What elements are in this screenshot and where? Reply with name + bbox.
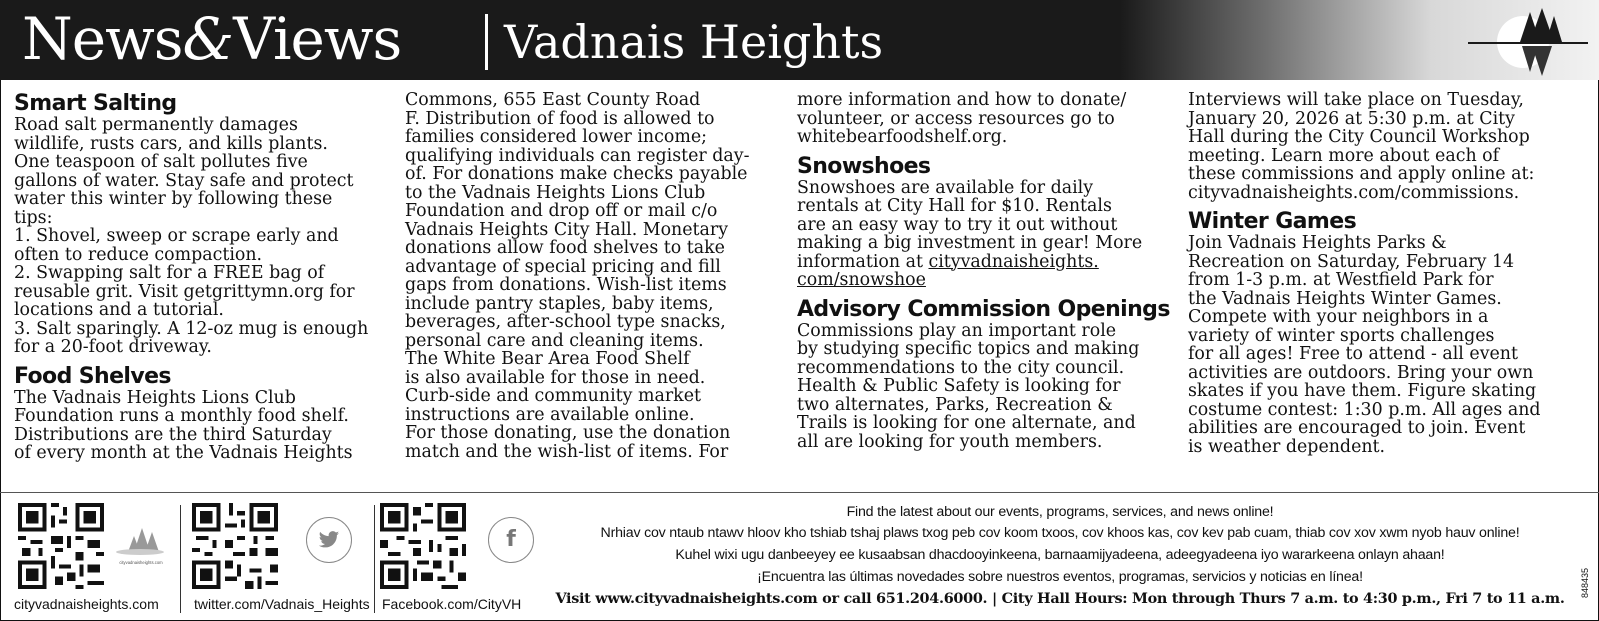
- food-continued-line: Curb-side and community market: [405, 386, 701, 406]
- advisory-line: Health & Public Safety is looking for: [797, 376, 1121, 396]
- footer-divider-2: [374, 505, 375, 613]
- logo-small-text: cityvadnaisheights.com: [119, 560, 163, 565]
- city-logo-icon: [1468, 4, 1588, 78]
- snowshoes-line: making a big investment in gear! More: [797, 233, 1143, 253]
- column-2: [405, 91, 781, 461]
- snowshoes-line: rentals at City Hall for $10. Rentals: [797, 196, 1112, 216]
- advisory-line: Commissions play an important role: [797, 320, 1117, 341]
- city-logo-small-icon: [112, 522, 170, 572]
- winter-games-line: for all ages! Free to attend - all event: [1188, 344, 1518, 364]
- food-continued-line: For those donating, use the donation: [405, 423, 731, 443]
- food-continued-line: whitebearfoodshelf.org.: [797, 127, 1008, 147]
- winter-games-line: activities are outdoors. Bring your own: [1188, 362, 1534, 383]
- masthead-title: [22, 6, 401, 72]
- twitter-bird-icon: [318, 530, 340, 550]
- footer-divider-1: [180, 505, 181, 613]
- title-ampersand: &: [182, 5, 234, 73]
- winter-games-line: is weather dependent.: [1188, 436, 1386, 457]
- footer-line-spanish: ¡Encuentra las últimas novedades sobre nuestros eventos, programas, servicios y noticias en línea!: [757, 569, 1363, 585]
- title-news: News: [22, 5, 183, 73]
- food-continued-line: to the Vadnais Heights Lions Club: [405, 182, 706, 203]
- facebook-f-icon: f: [506, 527, 516, 552]
- salting-line: 2. Swapping salt for a FREE bag of: [14, 263, 325, 283]
- food-continued-line: include pantry staples, baby items,: [405, 293, 714, 314]
- advisory-continued-line: Interviews will take place on Tuesday,: [1188, 90, 1524, 110]
- title-views: Views: [233, 5, 402, 73]
- footer-line-somali: Kuhel wixi ugu danbeeyey ee kusaabsan dhacdooyinkeena, barnaamijyadeena, adeegyadeena iyo wararkeena onlayn ahaan!: [675, 547, 1445, 563]
- food-line: Foundation runs a monthly food shelf.: [14, 406, 349, 426]
- salting-line: for a 20-foot driveway.: [14, 337, 212, 357]
- food-continued-line: F. Distribution of food is allowed to: [405, 108, 715, 129]
- winter-games-line: skates if you have them. Figure skating: [1188, 381, 1537, 401]
- website-link[interactable]: cityvadnaisheights.com: [14, 596, 159, 612]
- snowshoes-link-line: [797, 271, 1173, 290]
- food-continued-line: Commons, 655 East County Road: [405, 90, 701, 110]
- advisory-continued-line: cityvadnaisheights.com/commissions.: [1188, 182, 1520, 203]
- website-qr-code-icon[interactable]: [18, 503, 104, 589]
- snowshoes-link-line: [797, 253, 1173, 272]
- food-continued-line: beverages, after-school type snacks,: [405, 312, 726, 332]
- advisory-line: by studying specific topics and making: [797, 339, 1140, 359]
- column-1: [14, 92, 390, 463]
- footer-line-english: Find the latest about our events, programs, services, and news online!: [846, 504, 1274, 520]
- footer-contact-hours: Visit www.cityvadnaisheights.com or call 651.204.6000. | City Hall Hours: Mon through Thurs 7 a.m. to 4:30 p.m., Fri 7 to 11 a.m.: [555, 590, 1565, 607]
- winter-games-line: Recreation on Saturday, February 14: [1188, 251, 1515, 272]
- food-continued-line: families considered lower income;: [405, 127, 707, 147]
- advisory-line: Trails is looking for one alternate, and: [797, 413, 1136, 433]
- food-continued-line: of. For donations make checks payable: [405, 164, 748, 184]
- advisory-continued-line: these commissions and apply online at:: [1188, 164, 1535, 184]
- salting-line: Road salt permanently damages: [14, 115, 298, 135]
- food-continued-line: Vadnais Heights City Hall. Monetary: [405, 219, 729, 240]
- winter-games-line: Join Vadnais Heights Parks &: [1188, 233, 1447, 253]
- salting-line: water this winter by following these: [14, 189, 333, 209]
- food-continued-line: gaps from donations. Wish-list items: [405, 275, 727, 295]
- snowshoes-link[interactable]: cityvadnaisheights.: [928, 251, 1099, 272]
- twitter-button[interactable]: [306, 517, 352, 563]
- masthead-city: Vadnais Heights: [504, 15, 884, 69]
- heading-snowshoes: Snowshoes: [797, 153, 931, 179]
- salting-line: reusable grit. Visit getgrittymn.org for: [14, 281, 355, 302]
- snowshoes-line: are an easy way to try it out without: [797, 214, 1118, 235]
- food-continued-line: Foundation and drop off or mail c/o: [405, 201, 718, 221]
- snowshoes-line: Snowshoes are available for daily: [797, 177, 1094, 198]
- food-continued-line: instructions are available online.: [405, 404, 695, 425]
- food-continued-line: match and the wish-list of items. For: [405, 441, 729, 462]
- heading-advisory-commission: Advisory Commission Openings: [797, 296, 1170, 322]
- advisory-line: two alternates, Parks, Recreation &: [797, 394, 1113, 415]
- food-continued-line: qualifying individuals can register day-: [405, 145, 750, 166]
- food-continued-line: advantage of special pricing and fill: [405, 256, 721, 277]
- facebook-link[interactable]: Facebook.com/CityVH: [382, 596, 522, 612]
- food-line: Distributions are the third Saturday: [14, 424, 332, 445]
- footer-divider: [0, 492, 1599, 493]
- advisory-continued-line: Hall during the City Council Workshop: [1188, 127, 1530, 147]
- winter-games-line: abilities are encouraged to join. Event: [1188, 418, 1526, 438]
- facebook-button[interactable]: [488, 517, 534, 563]
- facebook-qr-code-icon[interactable]: [380, 503, 466, 589]
- salting-line: 3. Salt sparingly. A 12-oz mug is enough: [14, 318, 369, 339]
- winter-games-line: costume contest: 1:30 p.m. All ages and: [1188, 399, 1541, 420]
- twitter-link[interactable]: twitter.com/Vadnais_Heights: [194, 596, 370, 612]
- salting-line: 1. Shovel, sweep or scrape early and: [14, 226, 339, 246]
- advisory-continued-line: meeting. Learn more about each of: [1188, 145, 1500, 166]
- food-continued-line: personal care and cleaning items.: [405, 330, 704, 351]
- column-3: [797, 91, 1173, 451]
- masthead-divider: [485, 14, 488, 70]
- footer-line-hmong: Nrhiav cov ntaub ntawv hloov kho tshiab tshaj plaws txog peb cov koom txoos, cov khoos kas, cov kev pab cuam, thiab cov xov xwm nyob hauv online!: [600, 525, 1520, 541]
- snowshoes-link-prefix: information at: [797, 251, 929, 272]
- twitter-qr-code-icon[interactable]: [192, 503, 278, 589]
- advisory-line: recommendations to the city council.: [797, 357, 1125, 378]
- food-continued-line: The White Bear Area Food Shelf: [405, 349, 690, 369]
- heading-winter-games: Winter Games: [1188, 209, 1357, 234]
- salting-line: wildlife, rusts cars, and kills plants.: [14, 133, 328, 154]
- food-continued-line: donations allow food shelves to take: [405, 238, 725, 258]
- food-continued-line: is also available for those in need.: [405, 367, 706, 388]
- salting-line: often to reduce compaction.: [14, 244, 263, 265]
- ad-code: 848435: [1580, 567, 1590, 598]
- salting-line: One teaspoon of salt pollutes five: [14, 152, 308, 172]
- heading-food-shelves: Food Shelves: [14, 363, 171, 389]
- masthead-banner: [0, 0, 1599, 80]
- snowshoes-link-cont[interactable]: com/snowshoe: [797, 270, 926, 290]
- heading-smart-salting: Smart Salting: [14, 91, 177, 116]
- winter-games-line: the Vadnais Heights Winter Games.: [1188, 288, 1502, 309]
- salting-line: gallons of water. Stay safe and protect: [14, 170, 354, 191]
- food-line: of every month at the Vadnais Heights: [14, 443, 353, 463]
- column-4: [1188, 91, 1564, 456]
- food-line: The Vadnais Heights Lions Club: [14, 387, 296, 408]
- salting-line: tips:: [14, 207, 53, 228]
- salting-line: locations and a tutorial.: [14, 300, 224, 320]
- advisory-line: all are looking for youth members.: [797, 431, 1103, 452]
- winter-games-line: from 1-3 p.m. at Westfield Park for: [1188, 270, 1494, 290]
- advisory-continued-line: January 20, 2026 at 5:30 p.m. at City: [1188, 108, 1515, 129]
- winter-games-line: Compete with your neighbors in a: [1188, 307, 1489, 327]
- food-continued-line: volunteer, or access resources go to: [797, 108, 1115, 129]
- food-continued-line: more information and how to donate/: [797, 90, 1127, 110]
- winter-games-line: variety of winter sports challenges: [1188, 325, 1495, 346]
